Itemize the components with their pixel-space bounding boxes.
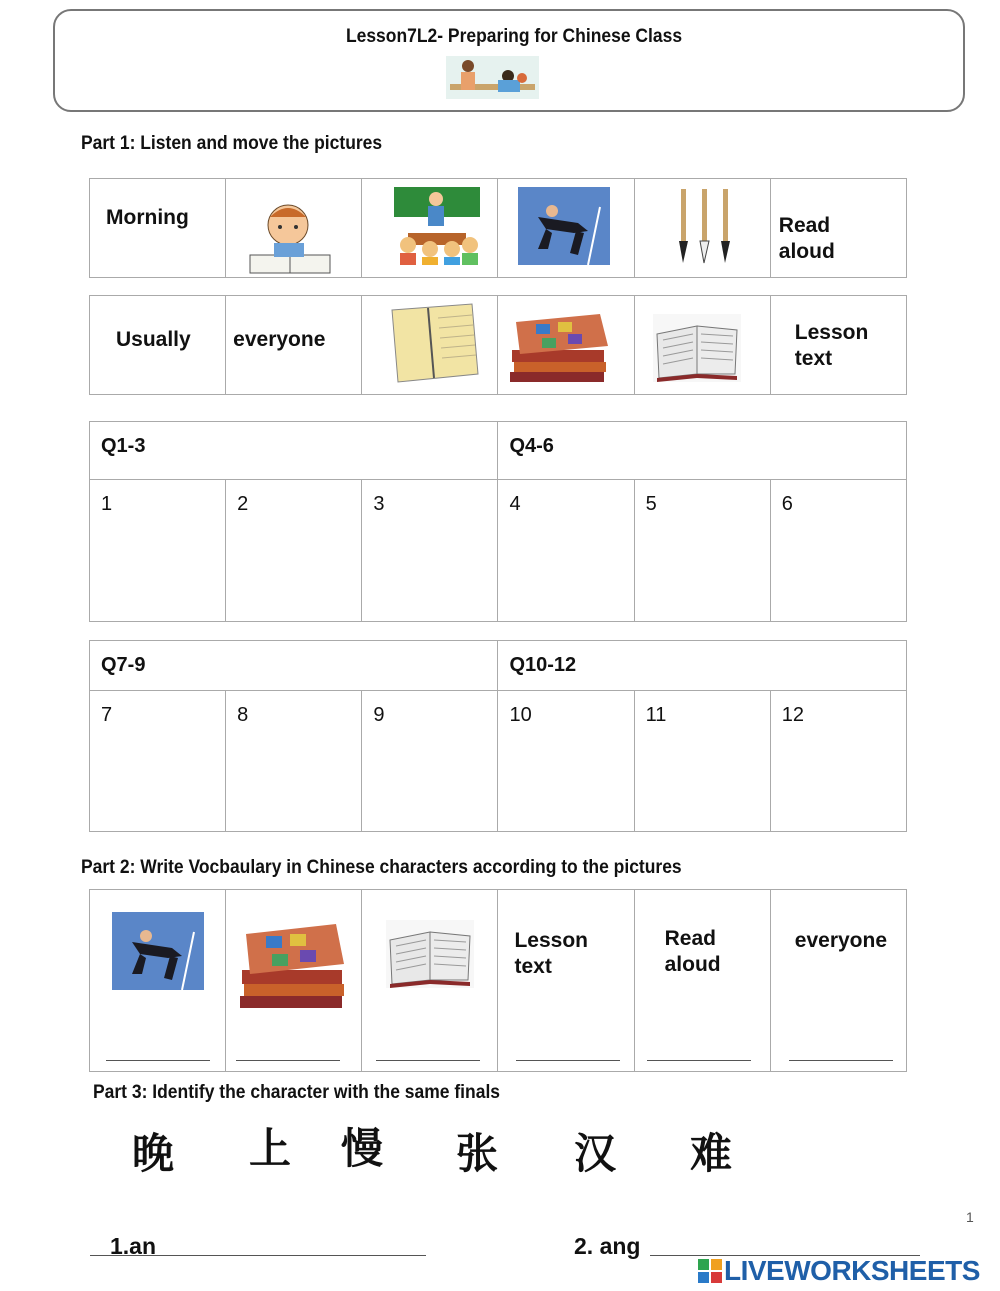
vocab-runner: [90, 890, 226, 1072]
vocab-everyone: [770, 890, 906, 1072]
card-brushes[interactable]: [634, 179, 770, 278]
card-everyone[interactable]: [226, 296, 362, 395]
card-studying-boy[interactable]: [226, 179, 362, 278]
vocab-dictionary: [362, 890, 498, 1072]
classroom-picture: [394, 187, 480, 265]
card-classroom[interactable]: [362, 179, 498, 278]
card-label: Read aloud: [778, 214, 835, 263]
vocab-label: everyone: [794, 929, 888, 952]
answer-blank[interactable]: [516, 1060, 620, 1061]
drop-zone-11[interactable]: 11: [634, 691, 770, 832]
card-label: Usually: [116, 328, 191, 351]
runner-start-picture: [112, 912, 204, 990]
notebook-picture: [378, 302, 482, 386]
answer-label-an: 1.an: [110, 1233, 157, 1259]
grid-header: Q7-9: [90, 641, 498, 691]
part3-heading: Part 3: Identify the character with the same finals: [93, 1082, 501, 1103]
card-label: Lesson text: [794, 321, 869, 370]
answer-blank[interactable]: [106, 1060, 210, 1061]
vocab-label: Lesson text: [514, 929, 588, 978]
grid-header: Q1-3: [90, 422, 498, 480]
card-book-stack[interactable]: [498, 296, 634, 395]
grid-header: Q4-6: [498, 422, 907, 480]
drop-zone-12[interactable]: 12: [770, 691, 906, 832]
drop-zone-8[interactable]: 8: [226, 691, 362, 832]
card-runner[interactable]: [498, 179, 634, 278]
page-title: Lesson7L2- Preparing for Chinese Class: [345, 26, 683, 47]
answer-blank[interactable]: [789, 1060, 893, 1061]
answer-grid-q7-12: [89, 640, 907, 832]
calligraphy-brushes-picture: [675, 187, 735, 267]
answer-blank[interactable]: [236, 1060, 340, 1061]
drop-zone-9[interactable]: 9: [362, 691, 498, 832]
liveworksheets-icon: [698, 1259, 724, 1285]
card-lesson-text[interactable]: [770, 296, 906, 395]
hanzi-man[interactable]: 慢: [341, 1124, 384, 1173]
liveworksheets-wordmark: LIVEWORKSHEETS: [724, 1255, 980, 1286]
drop-zone-1[interactable]: 1: [90, 480, 226, 622]
boy-reading-picture: [246, 197, 332, 277]
hanzi-wan[interactable]: 晚: [132, 1129, 175, 1178]
answer-grid-q1-6: [89, 421, 907, 622]
answer-blank[interactable]: [647, 1060, 751, 1061]
drop-zone-6[interactable]: 6: [770, 480, 906, 622]
answer-line-an[interactable]: [90, 1255, 426, 1256]
hanzi-shang[interactable]: 上: [249, 1124, 292, 1173]
hanzi-han[interactable]: 汉: [574, 1129, 617, 1178]
card-usually[interactable]: [90, 296, 226, 395]
vocab-read-aloud: [634, 890, 770, 1072]
drop-zone-4[interactable]: 4: [498, 480, 634, 622]
part1-picture-row-1: [89, 178, 907, 278]
vocab-label: Read aloud: [664, 927, 721, 976]
card-morning[interactable]: [90, 179, 226, 278]
card-dictionary[interactable]: [634, 296, 770, 395]
card-notebook[interactable]: [362, 296, 498, 395]
drop-zone-5[interactable]: 5: [634, 480, 770, 622]
hanzi-nan[interactable]: 难: [690, 1129, 733, 1178]
drop-zone-10[interactable]: 10: [498, 691, 634, 832]
runner-start-picture: [518, 187, 610, 265]
part1-heading: Part 1: Listen and move the pictures: [81, 133, 383, 154]
hanzi-zhang[interactable]: 张: [456, 1129, 499, 1178]
page-number: 1: [966, 1209, 974, 1225]
answer-blank[interactable]: [376, 1060, 480, 1061]
vocab-lesson-text: [498, 890, 634, 1072]
card-label: Morning: [106, 206, 189, 229]
classroom-illustration: [446, 56, 539, 99]
book-stack-picture: [508, 306, 612, 384]
card-read-aloud[interactable]: [770, 179, 906, 278]
part1-picture-row-2: [89, 295, 907, 395]
part2-heading: Part 2: Write Vocbaulary in Chinese characters according to the pictures: [81, 857, 682, 878]
grid-header: Q10-12: [498, 641, 907, 691]
book-stack-picture: [236, 916, 350, 1012]
drop-zone-3[interactable]: 3: [362, 480, 498, 622]
answer-label-ang: 2. ang: [574, 1233, 641, 1259]
open-dictionary-picture: [653, 314, 741, 382]
part2-vocabulary-table: [89, 889, 907, 1072]
drop-zone-7[interactable]: 7: [90, 691, 226, 832]
vocab-book-stack: [226, 890, 362, 1072]
card-label: everyone: [233, 328, 326, 351]
open-dictionary-picture: [386, 920, 474, 988]
drop-zone-2[interactable]: 2: [226, 480, 362, 622]
